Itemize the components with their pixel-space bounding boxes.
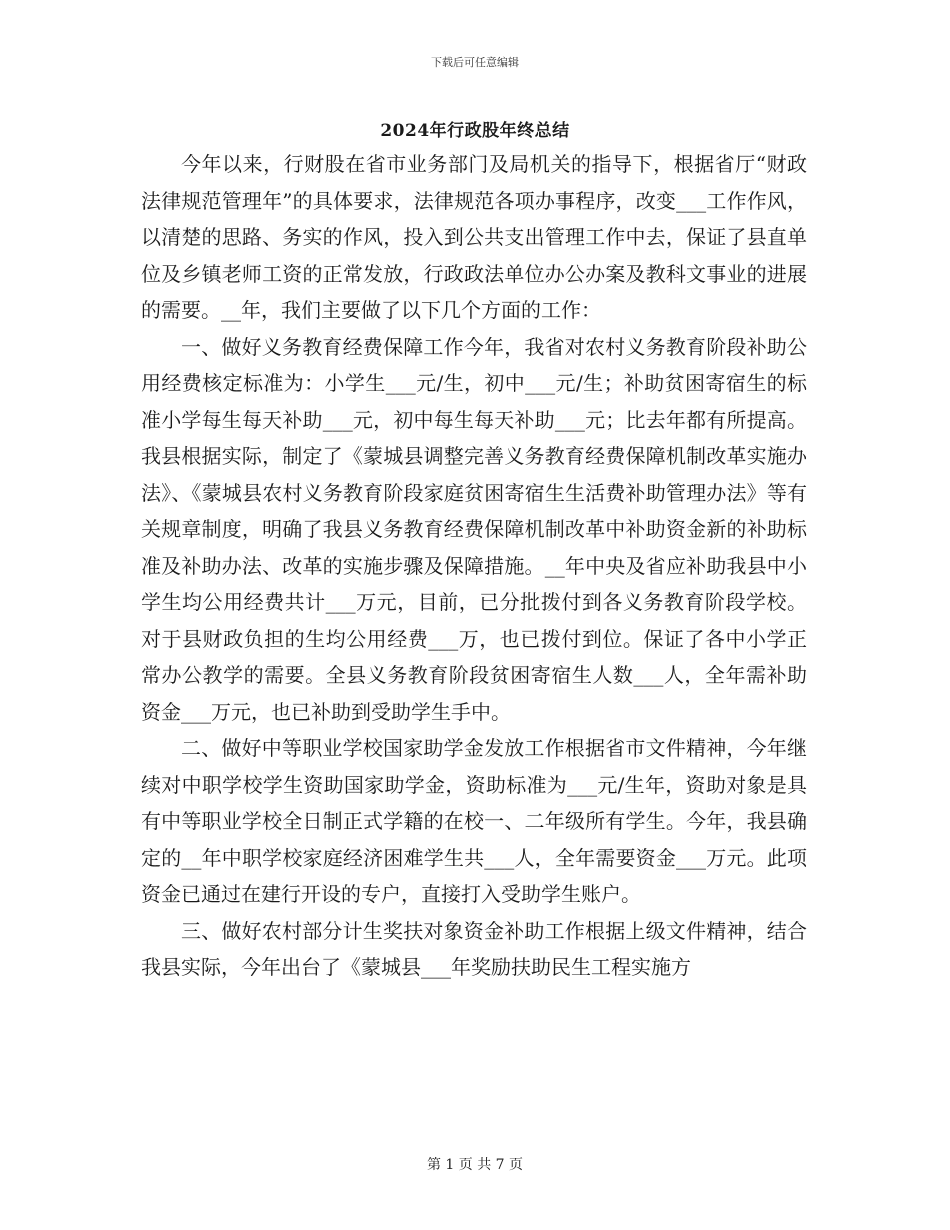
paragraph-intro: 今年以来，行财股在省市业务部门及局机关的指导下，根据省厅“财政法律规范管理年”的具体要求，法律规范各项办事程序，改变___工作作风，以清楚的思路、务实的作风，投入到公共支出管理工作中去，保证了县直单位及乡镇老师工资的正常发放，行政政法单位办公办案及教科文事业的进展的需要。__年，我们主要做了以下几个方面的工作： bbox=[141, 152, 807, 322]
page-number-footer: 第 1 页 共 7 页 bbox=[426, 1157, 524, 1173]
header-note: 下载后可任意编辑 bbox=[431, 56, 519, 69]
paragraph-section-1: 一、做好义务教育经费保障工作今年，我省对农村义务教育阶段补助公用经费核定标准为：小学生___元/生，初中___元/生；补助贫困寄宿生的标准小学每生每天补助___元，初中每生每天补助___元；比去年都有所提高。我县根据实际，制定了《蒙城县调整完善义务教育经费保障机制改革实施办法》、《蒙城县农村义务教育阶段家庭贫困寄宿生生活费补助管理办法》等有关规章制度，明确了我县义务教育经费保障机制改革中补助资金新的补助标准及补助办法、改革的实施步骤及保障措施。__年中央及省应补助我县中小学生均公用经费共计___万元，目前，已分批拨付到各义务教育阶段学校。对于县财政负担的生均公用经费___万，也已拨付到位。保证了各中小学正常办公教学的需要。全县义务教育阶段贫困寄宿生人数___人，全年需补助资金___万元，也已补助到受助学生手中。 bbox=[141, 334, 807, 724]
document-title: 2024年行政股年终总结 bbox=[380, 121, 570, 141]
paragraph-section-2: 二、做好中等职业学校国家助学金发放工作根据省市文件精神，今年继续对中职学校学生资助国家助学金，资助标准为___元/生年，资助对象是具有中等职业学校全日制正式学籍的在校一、二年级所有学生。今年，我县确定的__年中职学校家庭经济困难学生共___人，全年需要资金___万元。此项资金已通过在建行开设的专户，直接打入受助学生账户。 bbox=[141, 736, 807, 906]
paragraph-section-3: 三、做好农村部分计生奖扶对象资金补助工作根据上级文件精神，结合我县实际，今年出台了《蒙城县___年奖励扶助民生工程实施方 bbox=[141, 918, 807, 979]
document-body bbox=[141, 146, 807, 986]
